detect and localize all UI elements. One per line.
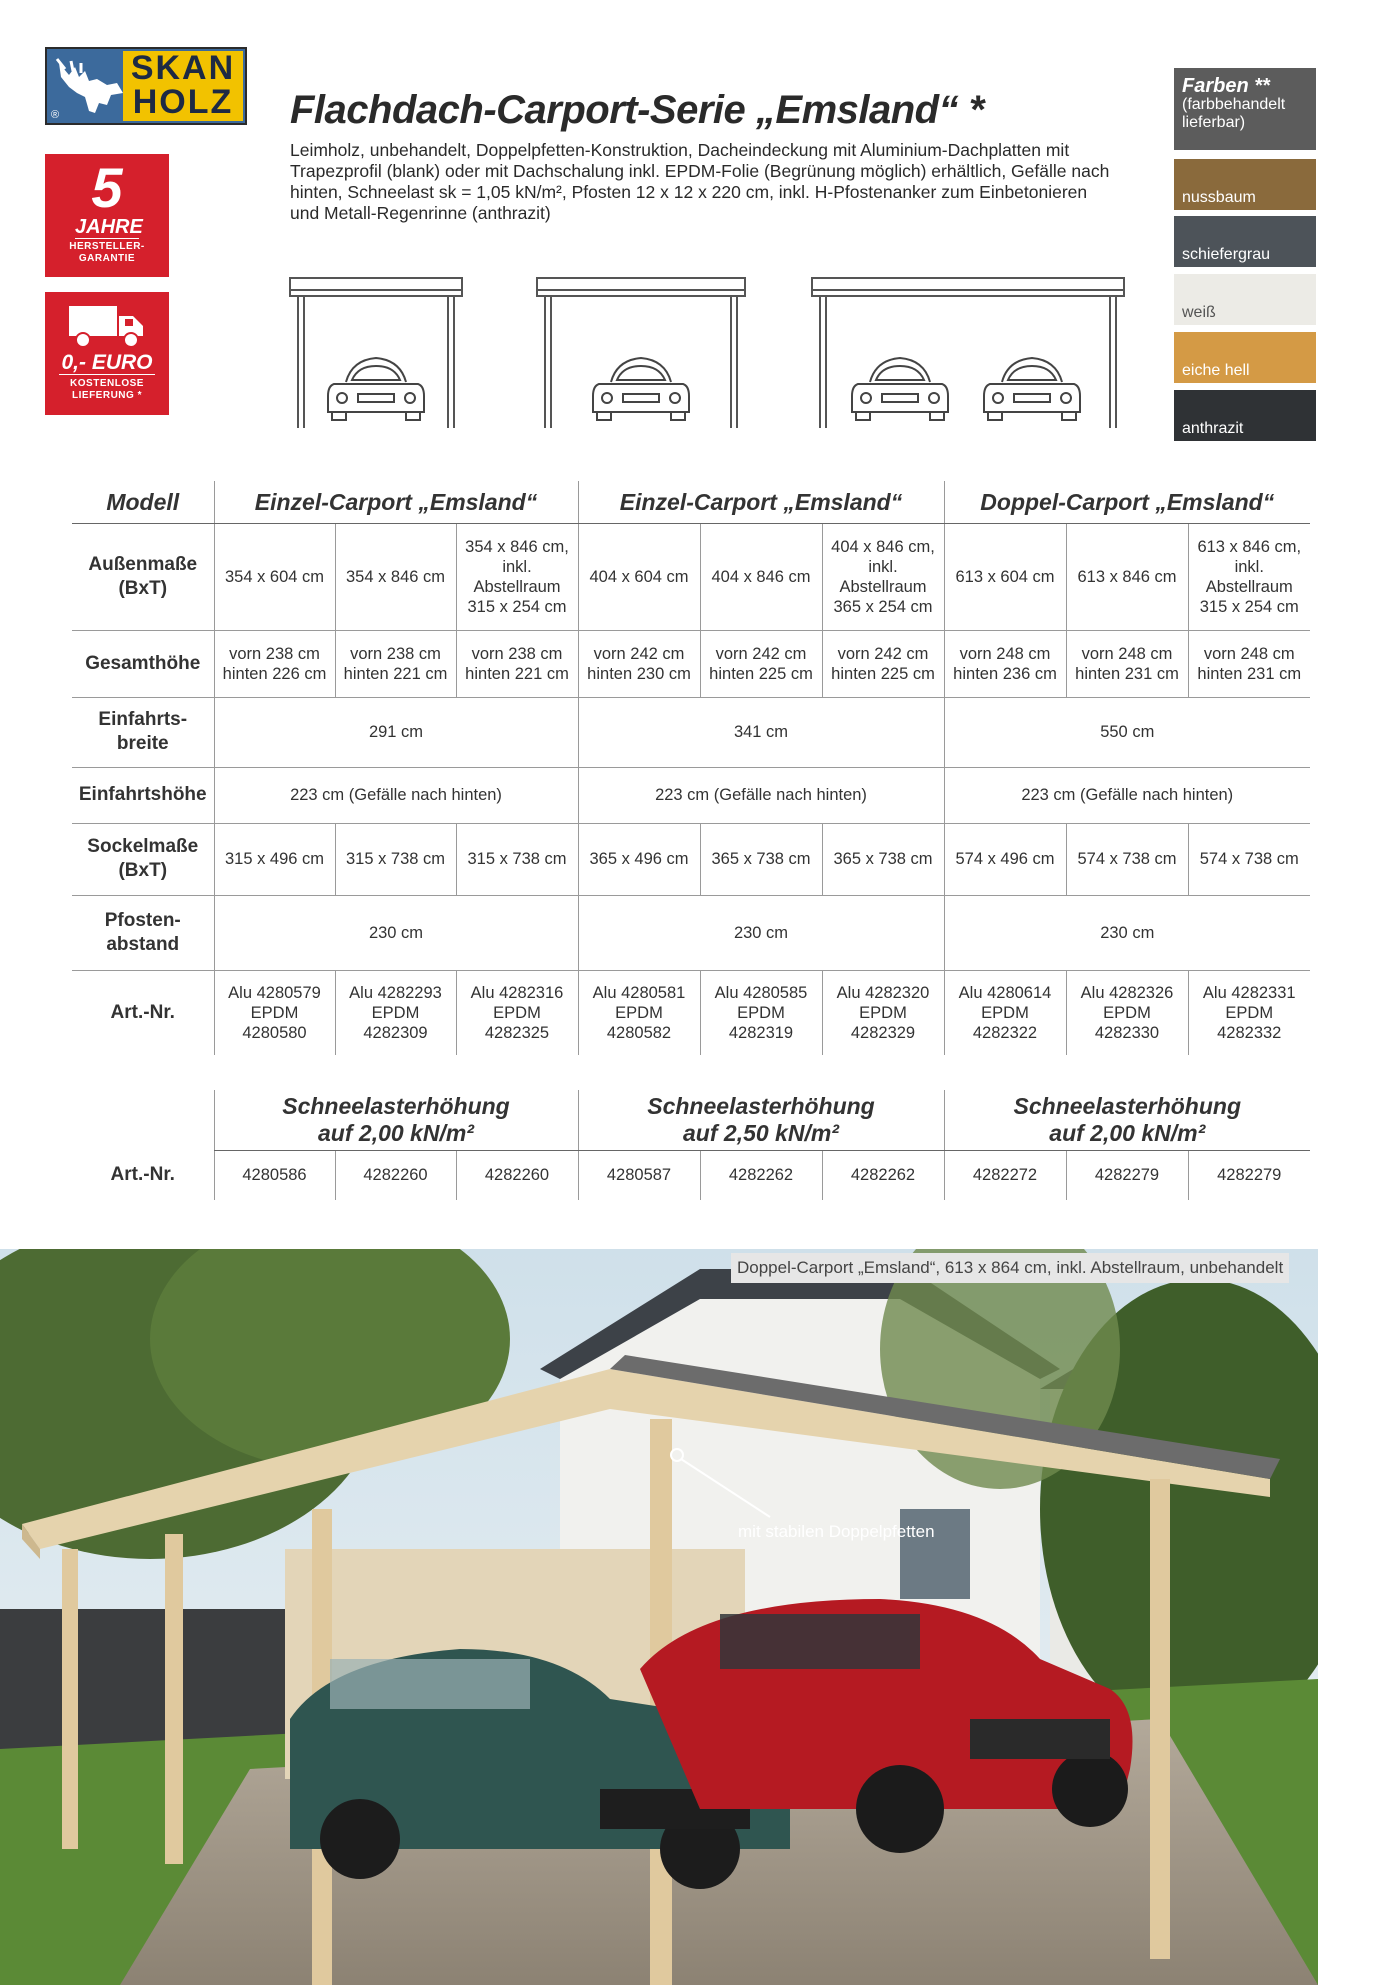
snow-header-row — [72, 1090, 1310, 1150]
table-cell: 574 x 738 cm — [1066, 823, 1188, 895]
table-row — [72, 895, 1310, 970]
table-cell: 315 x 738 cm — [335, 823, 456, 895]
table-row — [72, 630, 1310, 697]
group-header: Einzel-Carport „Emsland“ — [214, 481, 578, 523]
page-title: Flachdach-Carport-Serie „Emsland“ * — [290, 88, 984, 132]
table-cell: Alu 4282320 EPDM 4282329 — [822, 970, 944, 1055]
registered-mark: ® — [51, 109, 60, 121]
group-header: Einzel-Carport „Emsland“ — [578, 481, 944, 523]
table-cell: Alu 4280579 EPDM 4280580 — [214, 970, 335, 1055]
table-cell: 354 x 604 cm — [214, 523, 335, 630]
table-cell: 613 x 846 cm, inkl. Abstellraum 315 x 254 cm — [1188, 523, 1310, 630]
color-swatch-label: eiche hell — [1182, 362, 1250, 379]
color-swatch — [1174, 216, 1316, 267]
table-cell: Alu 4282316 EPDM 4282325 — [456, 970, 578, 1055]
color-swatch-label: weiß — [1182, 304, 1216, 321]
colors-note-line2: lieferbar) — [1182, 114, 1246, 131]
color-swatch-label: anthrazit — [1182, 420, 1244, 437]
row-label: Gesamthöhe — [72, 630, 214, 697]
table-cell: 574 x 738 cm — [1188, 823, 1310, 895]
photo-caption: Doppel-Carport „Emsland“, 613 x 864 cm, inkl. Abstellraum, unbehandelt — [731, 1253, 1289, 1283]
table-cell: 315 x 738 cm — [456, 823, 578, 895]
row-label: Einfahrtshöhe — [72, 767, 214, 823]
table-cell: 315 x 496 cm — [214, 823, 335, 895]
snow-group-header: Schneelasterhöhung auf 2,50 kN/m² — [578, 1090, 944, 1150]
row-label: Einfahrts- breite — [72, 697, 214, 767]
logo-text-line1: SKAN — [130, 49, 236, 87]
table-cell: 354 x 846 cm — [335, 523, 456, 630]
table-cell: 365 x 738 cm — [822, 823, 944, 895]
row-label: Art.-Nr. — [110, 1001, 175, 1023]
color-swatch — [1174, 274, 1316, 325]
color-swatch — [1174, 332, 1316, 383]
table-cell: Alu 4282331 EPDM 4282332 — [1188, 970, 1310, 1055]
table-row — [72, 523, 1310, 630]
table-cell: 365 x 738 cm — [700, 823, 822, 895]
table-cell: 404 x 846 cm — [700, 523, 822, 630]
snow-load-table — [72, 1090, 1310, 1200]
table-cell: 223 cm (Gefälle nach hinten) — [214, 767, 578, 823]
snow-group-header: Schneelasterhöhung auf 2,00 kN/m² — [214, 1090, 578, 1150]
color-swatch — [1174, 159, 1316, 210]
table-row — [72, 823, 1310, 895]
table-cell: vorn 248 cm hinten 231 cm — [1066, 630, 1188, 697]
delivery-line1: KOSTENLOSE — [70, 378, 144, 389]
table-cell: 223 cm (Gefälle nach hinten) — [578, 767, 944, 823]
photo-callout: mit stabilen Doppelpfetten — [738, 1522, 935, 1541]
table-cell: vorn 242 cm hinten 225 cm — [822, 630, 944, 697]
table-cell: 4282262 — [700, 1150, 822, 1200]
table-cell: 4280587 — [578, 1150, 700, 1200]
spec-table — [72, 481, 1310, 1055]
table-row — [72, 1150, 1310, 1200]
table-row — [72, 767, 1310, 823]
table-cell: 404 x 604 cm — [578, 523, 700, 630]
table-cell: 4282262 — [822, 1150, 944, 1200]
delivery-price: 0,- EURO — [59, 352, 155, 375]
single-carport-drawing-1 — [288, 276, 464, 430]
table-cell: 4282260 — [335, 1150, 456, 1200]
model-label: Modell — [72, 481, 214, 523]
table-cell: 404 x 846 cm, inkl. Abstellraum 365 x 254 cm — [822, 523, 944, 630]
table-cell: vorn 238 cm hinten 221 cm — [335, 630, 456, 697]
color-swatch-label: schiefergrau — [1182, 246, 1271, 263]
table-cell: 354 x 846 cm, inkl. Abstellraum 315 x 254 cm — [456, 523, 578, 630]
product-description: Leimholz, unbehandelt, Doppelpfetten-Konstruktion, Dacheindeckung mit Aluminium-Dachplatten mit Trapezprofil (blank) oder mit Dachschalung inkl. EPDM-Folie (Begrünung möglich) erhältlich, Gefälle nach hinten, Schneelast sk = 1,05 kN/m², Pfosten 12 x 12 x 220 cm, inkl. H-Pfostenanker zum Einbetonieren und Metall-Regenrinne (anthrazit) — [290, 140, 1110, 223]
table-cell: 4282260 — [456, 1150, 578, 1200]
table-row — [72, 970, 1310, 1055]
carport-photo — [0, 1249, 1318, 1985]
table-cell: 4282279 — [1188, 1150, 1310, 1200]
row-label: Sockelmaße (BxT) — [72, 823, 214, 895]
table-cell: Alu 4282293 EPDM 4282309 — [335, 970, 456, 1055]
table-cell: 613 x 846 cm — [1066, 523, 1188, 630]
table-cell: 613 x 604 cm — [944, 523, 1066, 630]
color-swatch-label: nussbaum — [1182, 189, 1256, 206]
colors-heading: Farben ** — [1182, 75, 1270, 97]
table-cell: 341 cm — [578, 697, 944, 767]
table-cell: vorn 248 cm hinten 231 cm — [1188, 630, 1310, 697]
table-cell: Alu 4280581 EPDM 4280582 — [578, 970, 700, 1055]
row-label: Pfosten- abstand — [72, 895, 214, 970]
table-row — [72, 697, 1310, 767]
guarantee-line2: GARANTIE — [78, 253, 136, 264]
table-cell: 4280586 — [214, 1150, 335, 1200]
table-cell: 230 cm — [944, 895, 1310, 970]
skanholz-logo — [45, 47, 247, 125]
table-cell: Alu 4280614 EPDM 4282322 — [944, 970, 1066, 1055]
table-cell: 4282272 — [944, 1150, 1066, 1200]
table-cell: vorn 238 cm hinten 221 cm — [456, 630, 578, 697]
table-cell: 230 cm — [214, 895, 578, 970]
table-cell: 550 cm — [944, 697, 1310, 767]
table-cell: vorn 238 cm hinten 226 cm — [214, 630, 335, 697]
table-cell: 365 x 496 cm — [578, 823, 700, 895]
logo-text-line2: HOLZ — [132, 83, 234, 121]
color-swatch — [1174, 390, 1316, 441]
table-cell: 4282279 — [1066, 1150, 1188, 1200]
group-header: Doppel-Carport „Emsland“ — [944, 481, 1310, 523]
carport-scene-image — [0, 1249, 1318, 1985]
single-carport-drawing-2 — [535, 276, 747, 430]
row-label: Art.-Nr. — [110, 1164, 175, 1185]
table-cell: 223 cm (Gefälle nach hinten) — [944, 767, 1310, 823]
colors-note-line1: (farbbehandelt — [1182, 96, 1286, 113]
truck-icon — [67, 302, 147, 350]
table-cell: Alu 4280585 EPDM 4282319 — [700, 970, 822, 1055]
table-cell: 291 cm — [214, 697, 578, 767]
double-carport-drawing — [810, 276, 1126, 430]
table-cell: 574 x 496 cm — [944, 823, 1066, 895]
table-cell: 230 cm — [578, 895, 944, 970]
delivery-line2: LIEFERUNG * — [72, 390, 142, 401]
guarantee-badge — [45, 154, 169, 277]
guarantee-years: 5 — [91, 156, 123, 219]
snow-group-header: Schneelasterhöhung auf 2,00 kN/m² — [944, 1090, 1310, 1150]
guarantee-line1: HERSTELLER- — [69, 241, 145, 252]
guarantee-unit: JAHRE — [75, 216, 143, 238]
row-label: Außenmaße (BxT) — [72, 523, 214, 630]
colors-header — [1174, 68, 1316, 150]
moose-icon — [51, 53, 129, 121]
table-cell: Alu 4282326 EPDM 4282330 — [1066, 970, 1188, 1055]
delivery-badge — [45, 292, 169, 415]
table-cell: vorn 242 cm hinten 230 cm — [578, 630, 700, 697]
table-header-row — [72, 481, 1310, 523]
table-cell: vorn 248 cm hinten 236 cm — [944, 630, 1066, 697]
table-cell: vorn 242 cm hinten 225 cm — [700, 630, 822, 697]
